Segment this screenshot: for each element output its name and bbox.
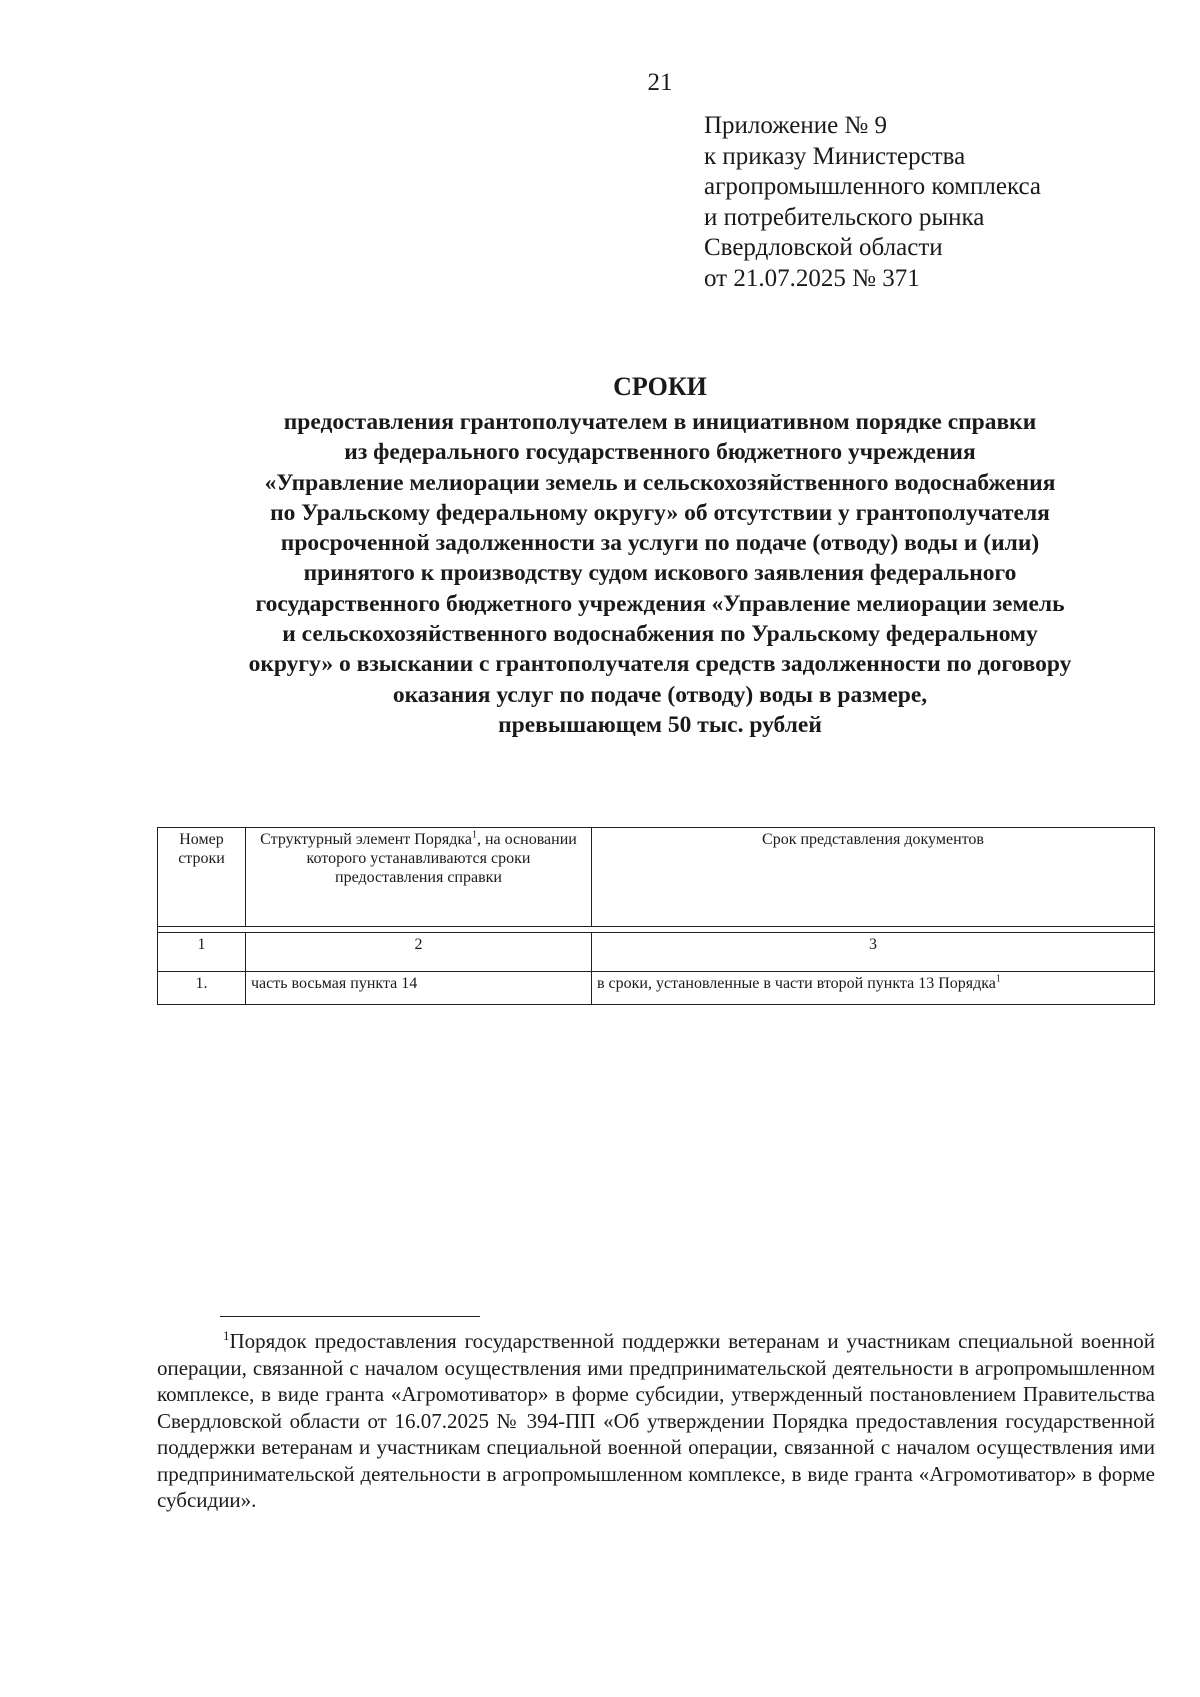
documents-table — [157, 827, 1155, 1005]
footnote-ref: 1 — [995, 973, 1001, 985]
subtitle-line: предоставления грантополучателем в инициативном порядке справки — [283, 409, 1037, 435]
footnote — [157, 1328, 1155, 1514]
column-number: 2 — [246, 933, 592, 972]
page-number: 21 — [647, 69, 673, 96]
table-header-row — [158, 828, 1155, 927]
row-structural-element: часть восьмая пункта 14 — [246, 972, 592, 1005]
subtitle-line: из федерального государственного бюджетного учреждения — [344, 439, 976, 466]
table-row — [158, 972, 1155, 1005]
annex-block — [704, 111, 1164, 294]
row-submission-term-text: в сроки, установленные в части второй пункта 13 Порядка — [597, 975, 996, 992]
subtitle-line: «Управление мелиорации земель и сельскохозяйственного водоснабжения — [264, 469, 1056, 496]
subtitle-line: превышающем 50 тыс. рублей — [498, 711, 822, 738]
subtitle-line: просроченной задолженности за услуги по подаче (отводу) воды и (или) — [280, 530, 1040, 557]
header-row-number: Номер строки — [158, 828, 246, 927]
subtitle-line: по Уральскому федеральному округу» об отсутствии у грантополучателя — [270, 499, 1050, 526]
annex-line: Приложение № 9 — [704, 112, 888, 139]
table-numbering-row — [158, 933, 1155, 972]
footnote-text: Порядок предоставления государственной поддержки ветеранам и участникам специальной военной операции, связанной с началом осуществления ими предпринимательской деятельности в агропромышленном комплексе, в виде гранта «Агромотиватор» в форме субсидии, утвержденный постановлением Правительства Свердловской области от 16.07.2025 № 394-ПП «Об утверждении Порядка предоставления государственной поддержки ветеранам и участникам специальной военной операции, связанной с началом осуществления ими предпринимательской деятельности в агропромышленном комплексе, в виде гранта «Агромотиватор» в форме субсидии». — [157, 1329, 1155, 1512]
footnote-ref: 1 — [471, 829, 477, 841]
header-structural-element-rest: , на основании которого устанавливаются сроки предоставления справки — [306, 831, 577, 886]
column-number: 3 — [592, 933, 1155, 972]
row-number: 1. — [158, 972, 246, 1005]
annex-line: Свердловской области — [704, 234, 943, 261]
subtitle-line: и сельскохозяйственного водоснабжения по Уральскому федеральному — [282, 621, 1038, 648]
column-number: 1 — [158, 933, 246, 972]
footnote-separator — [220, 1316, 480, 1317]
footnote-marker: 1 — [223, 1328, 230, 1343]
document-title: СРОКИ — [613, 372, 707, 401]
header-submission-term: Срок представления документов — [592, 828, 1155, 927]
subtitle-line: принятого к производству судом искового заявления федерального — [303, 560, 1017, 587]
subtitle-line: оказания услуг по подаче (отводу) воды в размере, — [392, 681, 928, 708]
document-subtitle — [150, 407, 1170, 740]
annex-line: и потребительского рынка — [704, 203, 985, 231]
row-submission-term — [592, 972, 1155, 1005]
annex-line: агропромышленного комплекса — [704, 173, 1042, 200]
subtitle-line: округу» о взыскании с грантополучателя средств задолженности по договору — [248, 651, 1072, 678]
header-structural-element-label: Структурный элемент Порядка — [260, 831, 472, 848]
annex-line: от 21.07.2025 № 371 — [704, 264, 920, 292]
header-structural-element — [246, 828, 592, 927]
subtitle-line: государственного бюджетного учреждения «Управление мелиорации земель — [255, 590, 1065, 617]
annex-line: к приказу Министерства — [704, 142, 966, 170]
